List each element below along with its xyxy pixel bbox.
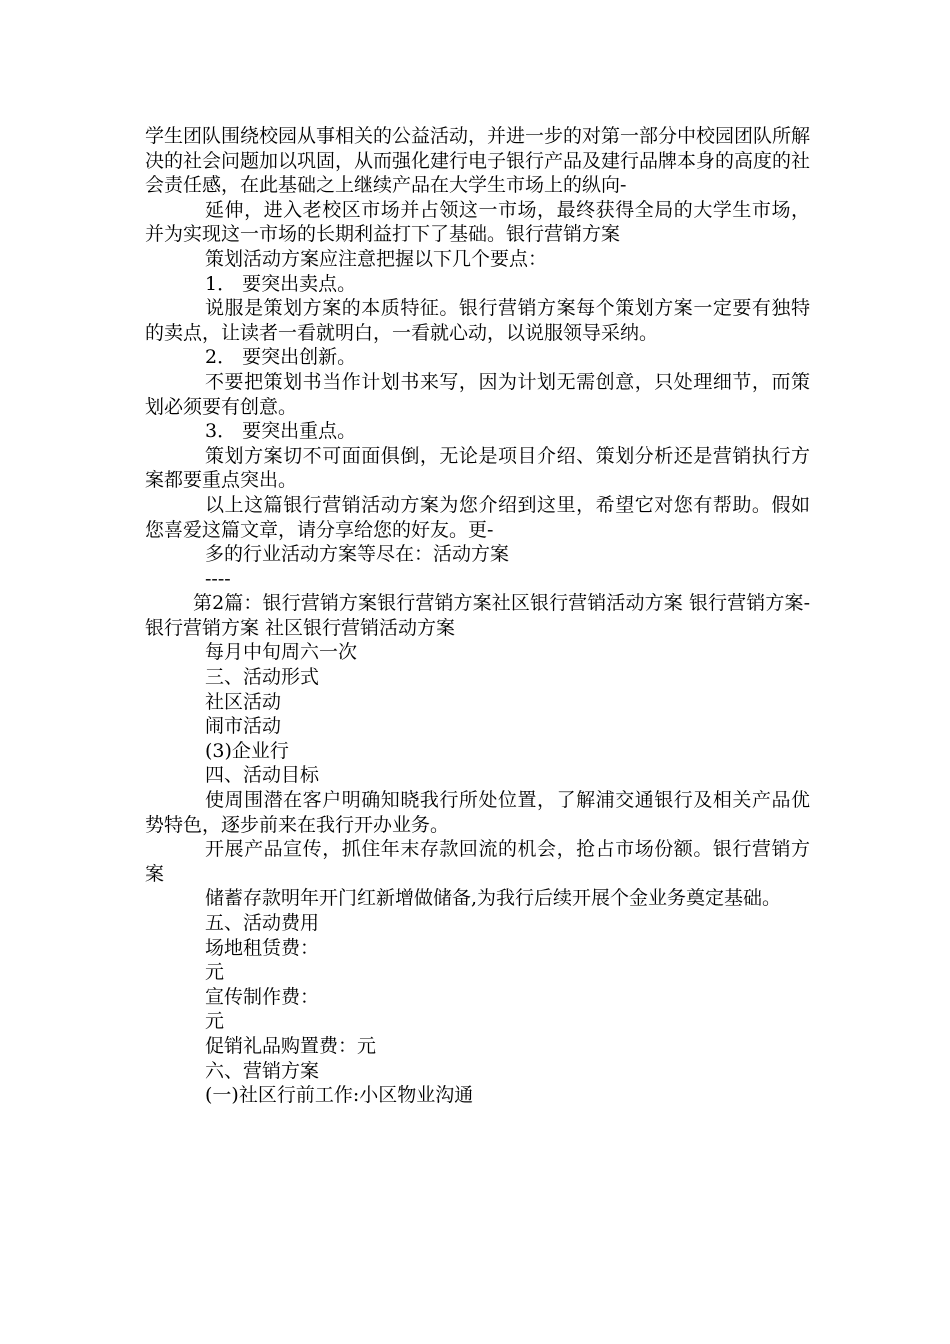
paragraph: 策划方案切不可面面俱倒，无论是项目介绍、策划分析还是营销执行方案都要重点突出。 xyxy=(145,444,810,492)
list-item: 社区活动 xyxy=(205,690,282,713)
list-item: (3)企业行 xyxy=(205,739,289,762)
paragraph: 以上这篇银行营销活动方案为您介绍到这里，希望它对您有帮助。假如您喜爱这篇文章，请分享给您的好友。更- xyxy=(145,493,810,541)
section-heading: 五、活动费用 xyxy=(205,912,320,934)
paragraph: (一)社区行前工作:小区物业沟通 xyxy=(205,1084,474,1107)
list-item: 场地租赁费： xyxy=(205,936,320,959)
section-heading: 六、营销方案 xyxy=(205,1059,320,1082)
list-item: 闹市活动 xyxy=(205,715,282,738)
section-heading: 四、活动目标 xyxy=(205,764,320,787)
list-item: 2． 要突出创新。 xyxy=(205,346,357,369)
list-item: 元 xyxy=(205,1010,225,1033)
paragraph: 策划活动方案应注意把握以下几个要点： xyxy=(205,247,548,270)
paragraph: 不要把策划书当作计划书来写，因为计划无需创意，只处理细节，而策划必须要有创意。 xyxy=(145,370,810,418)
list-item: 3． 要突出重点。 xyxy=(205,420,357,443)
paragraph: 使周围潜在客户明确知晓我行所处位置，了解浦交通银行及相关产品优势特色，逐步前来在我行开办业务。 xyxy=(145,789,810,836)
paragraph: 多的行业活动方案等尽在：活动方案 xyxy=(205,543,510,566)
paragraph: 开展产品宣传，抓住年末存款回流的机会，抢占市场份额。银行营销方案 xyxy=(145,838,810,885)
paragraph: 说服是策划方案的本质特征。银行营销方案每个策划方案一定要有独特的卖点，让读者一看就明白，一看就心动，以说服领导采纳。 xyxy=(145,297,810,344)
section-heading: 三、活动形式 xyxy=(205,666,320,689)
section-heading: 第2篇：银行营销方案银行营销方案社区银行营销活动方案 银行营销方案-银行营销方案 社区银行营销活动方案 xyxy=(145,592,810,639)
list-item: 元 xyxy=(205,961,225,984)
list-item: 1． 要突出卖点。 xyxy=(205,272,357,295)
separator-text: ---- xyxy=(205,567,231,590)
list-item: 宣传制作费： xyxy=(205,985,320,1008)
document-page xyxy=(145,124,810,1108)
paragraph: 延伸，进入老校区市场并占领这一市场，最终获得全局的大学生市场，并为实现这一市场的长期利益打下了基础。银行营销方案 xyxy=(145,198,810,246)
paragraph: 储蓄存款明年开门红新增做储备,为我行后续开展个金业务奠定基础。 xyxy=(205,887,782,910)
list-item: 促销礼品购置费：元 xyxy=(205,1034,377,1057)
paragraph: 学生团队围绕校园从事相关的公益活动，并进一步的对第一部分中校园团队所解决的社会问题加以巩固，从而强化建行电子银行产品及建行品牌本身的高度的社会责任感，在此基础之上继续产品在大学生市场上的纵向- xyxy=(145,125,811,197)
paragraph: 每月中旬周六一次 xyxy=(205,641,358,664)
